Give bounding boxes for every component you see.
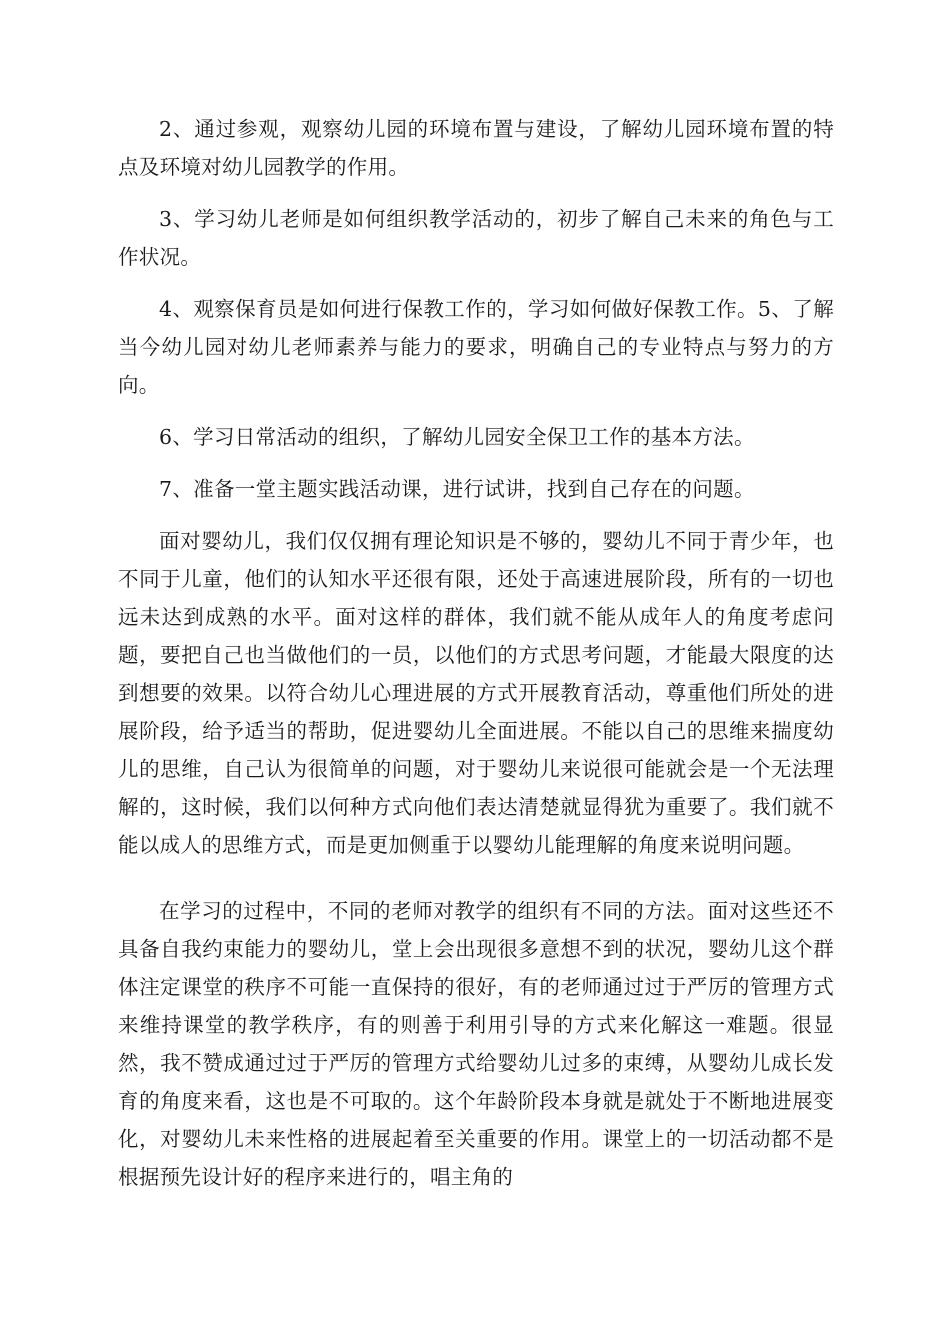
paragraph-item-3: 3、学习幼儿老师是如何组织教学活动的，初步了解自己未来的角色与工作状况。 [118,207,834,269]
paragraph-infant-cognition: 面对婴幼儿，我们仅仅拥有理论知识是不够的，婴幼儿不同于青少年，也不同于儿童，他们的认知水平还很有限，还处于高速进展阶段，所有的一切也远未达到成熟的水平。面对这样的群体，我们就不能从成年人的角度考虑问题，要把自己也当做他们的一员，以他们的方式思考问题，才能最大限度的达到想要的效果。以符合幼儿心理进展的方式开展教育活动，尊重他们所处的进展阶段，给予适当的帮助，促进婴幼儿全面进展。不能以自己的思维来揣度幼儿的思维，自己认为很简单的问题，对于婴幼儿来说很可能就会是一个无法理解的，这时候，我们以何种方式向他们表达清楚就显得犹为重要了。我们就不能以成人的思维方式，而是更加侧重于以婴幼儿能理解的角度来说明问题。 [118,529,834,857]
paragraph-item-7: 7、准备一堂主题实践活动课，进行试讲，找到自己存在的问题。 [159,477,755,501]
paragraph-item-4-5: 4、观察保育员是如何进行保教工作的，学习如何做好保教工作。5、了解当今幼儿园对幼儿老师素养与能力的要求，明确自己的专业特点与努力的方向。 [118,297,834,397]
document-body [118,110,834,1210]
paragraph-item-6: 6、学习日常活动的组织，了解幼儿园安全保卫工作的基本方法。 [159,425,755,449]
paragraph-item-2: 2、通过参观，观察幼儿园的环境布置与建设，了解幼儿园环境布置的特点及环境对幼儿园教学的作用。 [118,117,834,179]
paragraph-classroom-management: 在学习的过程中，不同的老师对教学的组织有不同的方法。面对这些还不具备自我约束能力的婴幼儿，堂上会出现很多意想不到的状况，婴幼儿这个群体注定课堂的秩序不可能一直保持的很好，有的老师通过过于严厉的管理方式来维持课堂的教学秩序，有的则善于利用引导的方式来化解这一难题。很显然，我不赞成通过过于严厉的管理方式给婴幼儿过多的束缚，从婴幼儿成长发育的角度来看，这也是不可取的。这个年龄阶段本身就是就处于不断地进展变化，对婴幼儿未来性格的进展起着至关重要的作用。课堂上的一切活动都不是根据预先设计好的程序来进行的，唱主角的 [118,899,834,1189]
